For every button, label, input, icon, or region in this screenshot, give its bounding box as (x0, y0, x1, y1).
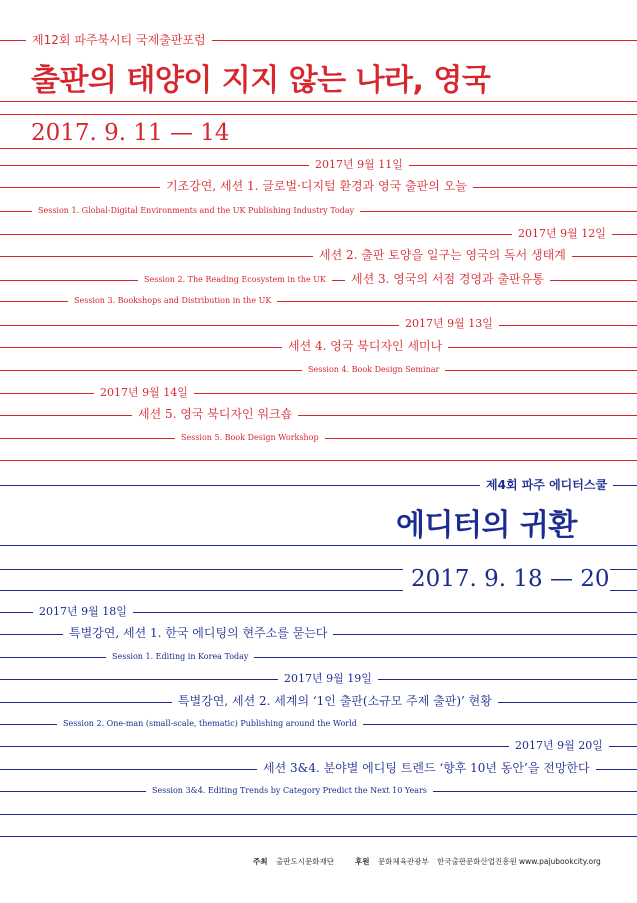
forum-date-day1: 2017년 9월 11일 (309, 159, 409, 170)
forum-session5-en: Session 5. Book Design Workshop (175, 434, 325, 442)
school-session34-kr: 세션 3&4. 분야별 에디팅 트렌드 ‘향후 10년 동안’을 전망한다 (257, 762, 596, 774)
rule-line (0, 325, 637, 326)
forum-session2-en: Session 2. The Reading Ecosystem in the UK (138, 276, 332, 284)
school-session34-en: Session 3&4. Editing Trends by Category Predict the Next 10 Years (146, 787, 433, 795)
forum-session3-en: Session 3. Bookshops and Distribution in the UK (68, 297, 277, 305)
forum-session4-kr: 세션 4. 영국 북디자인 세미나 (282, 340, 448, 352)
school-session2-en: Session 2. One-man (small-scale, thematic) Publishing around the World (57, 720, 363, 728)
forum-date-day4: 2017년 9월 14일 (94, 387, 194, 398)
rule-line (0, 814, 637, 815)
footer-website[interactable]: www.pajubookcity.org (519, 857, 601, 866)
school-date-day2: 2017년 9월 19일 (278, 673, 378, 684)
rule-line (0, 415, 637, 416)
school-title: 에디터의 귀환 (388, 511, 577, 541)
rule-line (0, 545, 637, 546)
footer-sponsor1: 문화체육관광부 (378, 857, 429, 866)
forum-title: 출판의 태양이 지지 않는 나라, 영국 (31, 66, 498, 96)
rule-line (0, 114, 637, 115)
school-date-day1: 2017년 9월 18일 (33, 606, 133, 617)
school-dates: 2017. 9. 18 — 20 (403, 568, 610, 591)
forum-session4-en: Session 4. Book Design Seminar (302, 366, 445, 374)
forum-dates: 2017. 9. 11 — 14 (31, 122, 238, 145)
footer-host: 출판도시문화재단 (276, 857, 334, 866)
forum-date-day3: 2017년 9월 13일 (399, 318, 499, 329)
school-date-day3: 2017년 9월 20일 (509, 740, 609, 751)
footer-sponsor-label: 후원 (355, 857, 370, 866)
rule-line (0, 460, 637, 461)
rule-line (0, 101, 637, 102)
forum-session2-kr: 세션 2. 출판 토양을 일구는 영국의 독서 생태계 (313, 249, 572, 261)
footer-sponsor2: 한국출판문화산업진흥원 (437, 857, 517, 866)
footer-host-label: 주최 (253, 857, 268, 866)
forum-session1-en: Session 1. Global-Digital Environments and the UK Publishing Industry Today (32, 207, 360, 215)
forum-session5-kr: 세션 5. 영국 북디자인 워크숍 (132, 408, 298, 420)
school-session2-kr: 특별강연, 세션 2. 세계의 ‘1인 출판(소규모 주제 출판)’ 현황 (172, 695, 498, 707)
forum-label: 제12회 파주북시티 국제출판포럼 (26, 34, 212, 46)
school-session1-en: Session 1. Editing in Korea Today (106, 653, 254, 661)
rule-line (0, 657, 637, 658)
school-label: 제4회 파주 에디터스쿨 (480, 479, 613, 491)
forum-session3-kr: 세션 3. 영국의 서점 경영과 출판유통 (345, 273, 550, 285)
rule-line (0, 836, 637, 837)
forum-session1-kr: 기조강연, 세션 1. 글로벌·디지털 환경과 영국 출판의 오늘 (160, 180, 473, 192)
forum-date-day2: 2017년 9월 12일 (512, 228, 612, 239)
rule-line (0, 148, 637, 149)
school-session1-kr: 특별강연, 세션 1. 한국 에디팅의 현주소를 묻는다 (63, 627, 333, 639)
